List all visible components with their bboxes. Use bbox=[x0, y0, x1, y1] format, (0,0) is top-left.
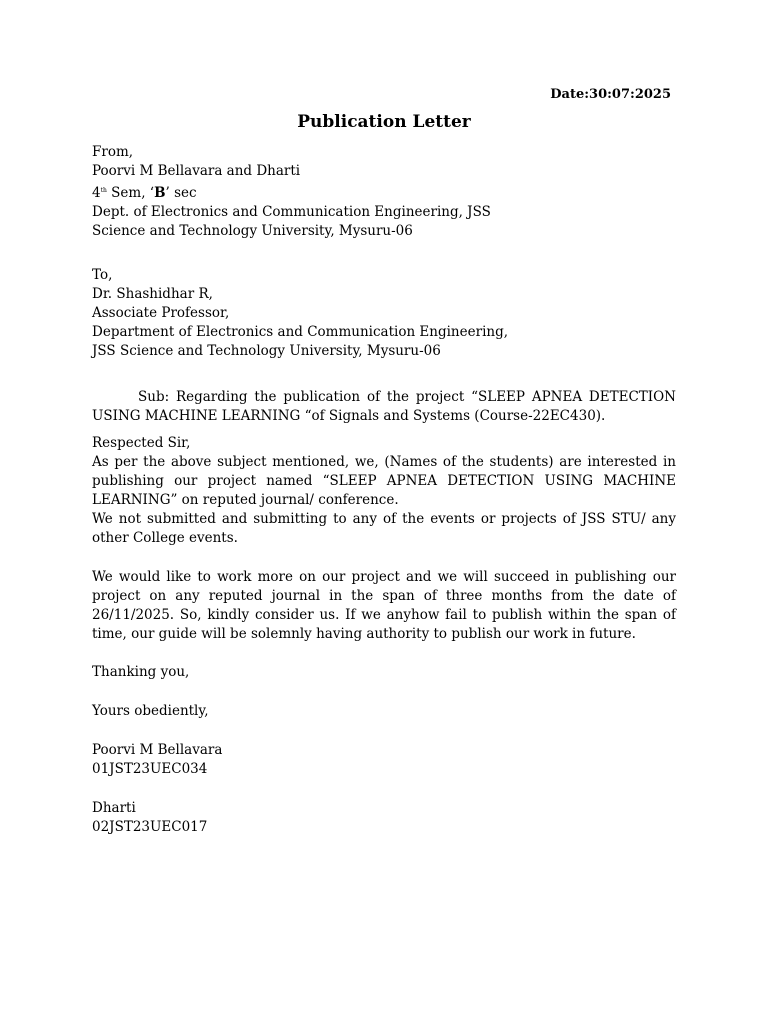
paragraph-3: We would like to work more on our project and we will succeed in publishing our project on any reputed journal in the span of three months from the date of 26/11/2025. So, kindly consider us. If we anyhow fail to publish within the span of time, our guide will be solemnly having authority to publish our work in future. bbox=[92, 569, 676, 642]
closing-line: Yours obediently, bbox=[92, 703, 209, 719]
sender-semester: 4th Sem, ‘B’ sec bbox=[92, 185, 197, 201]
sender-names: Poorvi M Bellavara and Dharti bbox=[92, 163, 301, 179]
signatory-name: Poorvi M Bellavara bbox=[92, 742, 223, 758]
salutation: Respected Sir, bbox=[92, 435, 191, 451]
recipient-designation: Associate Professor, bbox=[92, 305, 230, 321]
signatory-2 bbox=[92, 799, 676, 837]
recipient-university: JSS Science and Technology University, Mysuru-06 bbox=[92, 343, 441, 359]
sender-dept-line1: Dept. of Electronics and Communication Engineering, JSS bbox=[92, 204, 491, 220]
subject-line: Sub: Regarding the publication of the project “SLEEP APNEA DETECTION USING MACHINE LEARNING “of Signals and Systems (Course-22EC430). bbox=[92, 389, 676, 424]
from-label: From, bbox=[92, 144, 134, 160]
letter-date: Date:30:07:2025 bbox=[550, 87, 671, 102]
to-label: To, bbox=[92, 267, 113, 283]
thanks-line: Thanking you, bbox=[92, 664, 190, 680]
to-block bbox=[92, 266, 676, 361]
recipient-name: Dr. Shashidhar R, bbox=[92, 286, 213, 302]
paragraph-1: As per the above subject mentioned, we, (Names of the students) are interested in publishing our project named “SLEEP APNEA DETECTION USING MACHINE LEARNING” on reputed journal/ conference. bbox=[92, 454, 676, 508]
signatory-usn: 01JST23UEC034 bbox=[92, 761, 208, 777]
recipient-department: Department of Electronics and Communication Engineering, bbox=[92, 324, 509, 340]
signatory-name: Dharti bbox=[92, 800, 136, 816]
signatory-1 bbox=[92, 741, 676, 779]
paragraph-2: We not submitted and submitting to any of the events or projects of JSS STU/ any other College events. bbox=[92, 511, 676, 546]
signatory-usn: 02JST23UEC017 bbox=[92, 819, 208, 835]
from-block bbox=[92, 143, 676, 241]
sender-dept-line2: Science and Technology University, Mysuru-06 bbox=[92, 223, 413, 239]
letter-title: Publication Letter bbox=[297, 112, 471, 132]
